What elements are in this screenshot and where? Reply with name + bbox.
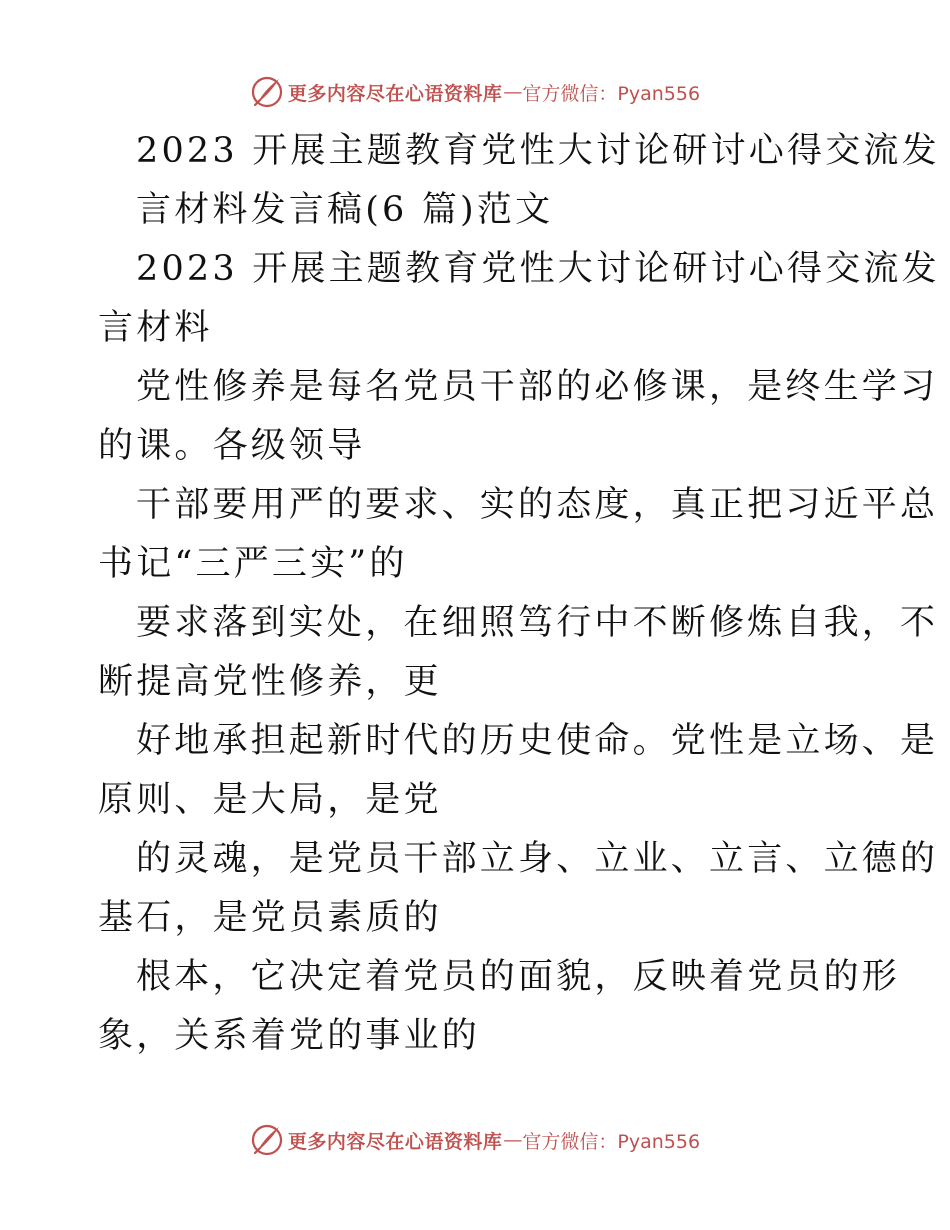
watermark-wechat-text: 官方微信：Pyan556 (522, 82, 701, 105)
quill-pen-logo-icon (250, 1123, 284, 1157)
title-line-1: 2023 开展主题教育党性大讨论研讨心得交流发 (136, 131, 940, 171)
heading-line-1: 2023 开展主题教育党性大讨论研讨心得交流发 (136, 249, 940, 289)
document-body (98, 122, 940, 1066)
paragraph-line: 干部要用严的要求、实的态度，真正把习近平总 (136, 485, 939, 525)
header-watermark (0, 72, 950, 112)
paragraph-line: 书记“三严三实”的 (98, 544, 408, 584)
heading-line-2: 言材料 (98, 308, 213, 348)
paragraph-line: 断提高党性修养，更 (98, 662, 442, 702)
watermark-separator: — (503, 1129, 523, 1151)
watermark-main-text: 更多内容尽在心语资料库 (287, 82, 503, 105)
paragraph-line: 的灵魂，是党员干部立身、立业、立言、立德的 (136, 839, 939, 879)
paragraph-line: 好地承担起新时代的历史使命。党性是立场、是 (136, 721, 939, 761)
watermark-main-text: 更多内容尽在心语资料库 (287, 1130, 503, 1153)
paragraph-line: 党性修养是每名党员干部的必修课，是终生学习 (136, 367, 939, 407)
paragraph-line: 象，关系着党的事业的 (98, 1016, 481, 1056)
footer-watermark (0, 1120, 950, 1160)
paragraph-line: 根本，它决定着党员的面貌，反映着党员的形 (136, 957, 901, 997)
quill-pen-logo-icon (250, 75, 284, 109)
watermark-separator: — (503, 81, 523, 103)
watermark-wechat-text: 官方微信：Pyan556 (522, 1130, 701, 1153)
title-line-2: 言材料发言稿(6 篇)范文 (136, 190, 554, 230)
paragraph-line: 的课。各级领导 (98, 426, 366, 466)
paragraph-line: 原则、是大局，是党 (98, 780, 442, 820)
paragraph-line: 要求落到实处，在细照笃行中不断修炼自我，不 (136, 603, 939, 643)
paragraph-line: 基石，是党员素质的 (98, 898, 442, 938)
